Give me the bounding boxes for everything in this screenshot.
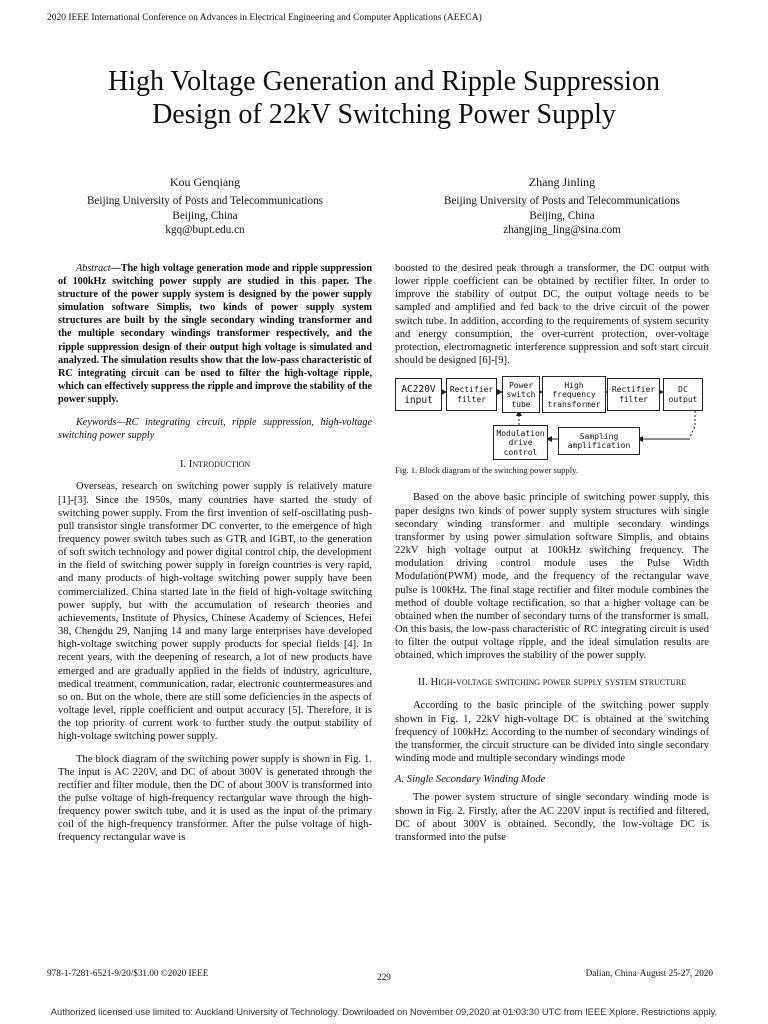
title-line-2: Design of 22kV Switching Power Supply	[152, 99, 616, 130]
author-email[interactable]: kgq@bupt.edu.cn	[165, 223, 245, 236]
abstract-text: —The high voltage generation mode and ripple suppression of 100kHz switching power supply are studied in this paper. The structure of the power supply system is designed by the power supply simulation software Simplis, two kinds of power supply system structures are built by the single secondary winding transformer and the multiple secondary windings transformer respectively, and the ripple suppression design of their output high voltage is simulated and analyzed. The simulation results show that the low-pass characteristic of RC integrating circuit can be used to filter the high-voltage ripple, which can effectively suppress the ripple and improve the stability of the power supply.	[58, 263, 373, 405]
author-block-2	[397, 175, 727, 237]
high-frequency-transformer-block: High frequency transformer	[542, 376, 606, 413]
power-switch-tube-block: Power switch tube	[502, 376, 540, 413]
author-name: Kou Genqiang	[169, 175, 241, 189]
author-location: Beijing, China	[529, 209, 595, 222]
modulation-drive-control-block: Modulation drive control	[493, 425, 548, 460]
footer-location: Dalian, China·August 25-27, 2020	[585, 968, 713, 978]
figure-1-block-diagram	[395, 376, 709, 462]
title-line-1: High Voltage Generation and Ripple Suppression	[108, 66, 660, 97]
page-number: 229	[377, 972, 391, 982]
left-column	[58, 262, 372, 845]
author-email[interactable]: zhangjing_ling@sina.com	[503, 223, 621, 236]
abstract-lead: Abstract	[76, 263, 111, 274]
section-1-paragraph: Based on the above basic principle of switching power supply, this paper designs two kinds of power supply system structures with single secondary winding transformer and multiple secondary windings transformer by using power simulation software Simplis, and obtains 22kV high voltage output at 100kHz switching frequency. The modulation driving control module uses the Pulse Width Modulation(PWM) mode, and the frequency of the rectangular wave pulse is 100kHz. The final stage rectifier and filter module combines the method of double voltage rectification, so that a higher voltage can be obtained when the number of secondary turns of the transformer is small. On this basis, the low-pass characteristic of RC integrating circuit is used to filter the output voltage ripple, and the ideal simulation results are obtained, which improves the stability of the power supply.	[395, 492, 709, 662]
sampling-amplification-block: Sampling amplification	[558, 427, 640, 455]
section-2-paragraph: The power system structure of single secondary winding mode is shown in Fig. 2. Firstly, after the AC 220V input is rectified and filtered, DC of about 300V is obtained. Secondly, the low-voltage DC is transformed into the pulse	[395, 792, 709, 843]
license-notice: Authorized licensed use limited to: Auckland University of Technology. Downloaded on November 09,2020 at 01:03:30 UTC from IEEE Xplore. Restrictions apply.	[50, 1006, 718, 1017]
section-2-paragraph: According to the basic principle of the switching power supply shown in Fig. 1, 22kV high-voltage DC is obtained at the switching frequency of 100kHz. According to the number of secondary windings of the transformer, the circuit structure can be divided into single secondary winding mode and multiple secondary windings mode	[395, 700, 709, 765]
dc-output-block: DC output	[663, 378, 703, 411]
section-1-paragraph: The block diagram of the switching power supply is shown in Fig. 1. The input is AC 220V, and DC of about 300V is generated through the rectifier and filter module, then the DC of about 300V is transformed into the pulse voltage of high-frequency rectangular wave through the high-frequency power switch tube, and it is used as the input of the primary coil of the high-frequency transformer. After the pulse voltage of high-frequency rectangular wave is	[58, 753, 372, 844]
figure-1-caption: Fig. 1. Block diagram of the switching power supply.	[395, 465, 578, 476]
paper-title	[40, 65, 728, 131]
footer-isbn: 978-1-7281-6521-9/20/$31.00 ©2020 IEEE	[47, 968, 209, 978]
abstract	[58, 262, 372, 406]
keywords: Keywords—RC integrating circuit, ripple suppression, high-voltage switching power supply	[58, 417, 372, 442]
conference-header: 2020 IEEE International Conference on Advances in Electrical Engineering and Computer Applications (AEECA)	[47, 13, 482, 23]
ac220v-input-block: AC220V input	[395, 378, 442, 411]
author-location: Beijing, China	[172, 209, 238, 222]
rectifier-filter-block: Rectifier filter	[607, 378, 660, 411]
section-1-paragraph: boosted to the desired peak through a transformer, the DC output with lower ripple coefficient can be obtained by rectifier filter. In order to improve the stability of output DC, the output voltage needs to be sampled and amplified and fed back to the drive circuit of the power switch tube. In addition, according to the requirements of system security and energy consumption, the over-current protection, over-voltage protection, electromagnetic interference suppression and soft start circuit should be designed [6]-[9].	[395, 263, 709, 367]
rectifier-filter-block: Rectifier filter	[446, 378, 497, 411]
author-name: Zhang Jinling	[528, 175, 596, 189]
author-block-1	[40, 175, 370, 237]
section-1-heading: I. Introduction	[179, 458, 251, 471]
right-column	[395, 262, 709, 844]
section-2-heading: II. High-voltage switching power supply system structure	[417, 676, 687, 689]
subsection-a-heading: A. Single Secondary Winding Mode	[395, 774, 546, 786]
author-affiliation: Beijing University of Posts and Telecommunications	[443, 195, 681, 208]
author-affiliation: Beijing University of Posts and Telecommunications	[86, 195, 324, 208]
section-1-paragraph: Overseas, research on switching power supply is relatively mature [1]-[3]. Since the 1950s, many countries have started the study of switching power supply. From the first invention of self-oscillating push-pull transistor single transformer DC converter, to the emergence of high frequency power switch tubes such as GTR and IGBT, to the generation of soft switch technology and power digital control chip, the development in the field of switching power supply in foreign countries is very rapid, and many products of high-voltage switching power supply have been commercialized. China started late in the field of high-voltage switching power supply, but with the accumulation of research theories and achievements, Institute of Physics, Chinese Academy of Sciences, Hefei 38, Chengdu 29, Nanjing 14 and many large enterprises have developed high-voltage switching power supply products for special fields [4]. In recent years, with the deepening of research, a lot of new products have emerged and are gradually applied in the fields of industry, agriculture, medical treatment, communication, radar, electronic countermeasures and so on. But on the whole, there are still some deficiencies in the aspects of voltage level, ripple coefficient and output accuracy [5]. Therefore, it is the top priority of current work to further study the output stability of high-voltage switching power supply.	[58, 481, 372, 743]
